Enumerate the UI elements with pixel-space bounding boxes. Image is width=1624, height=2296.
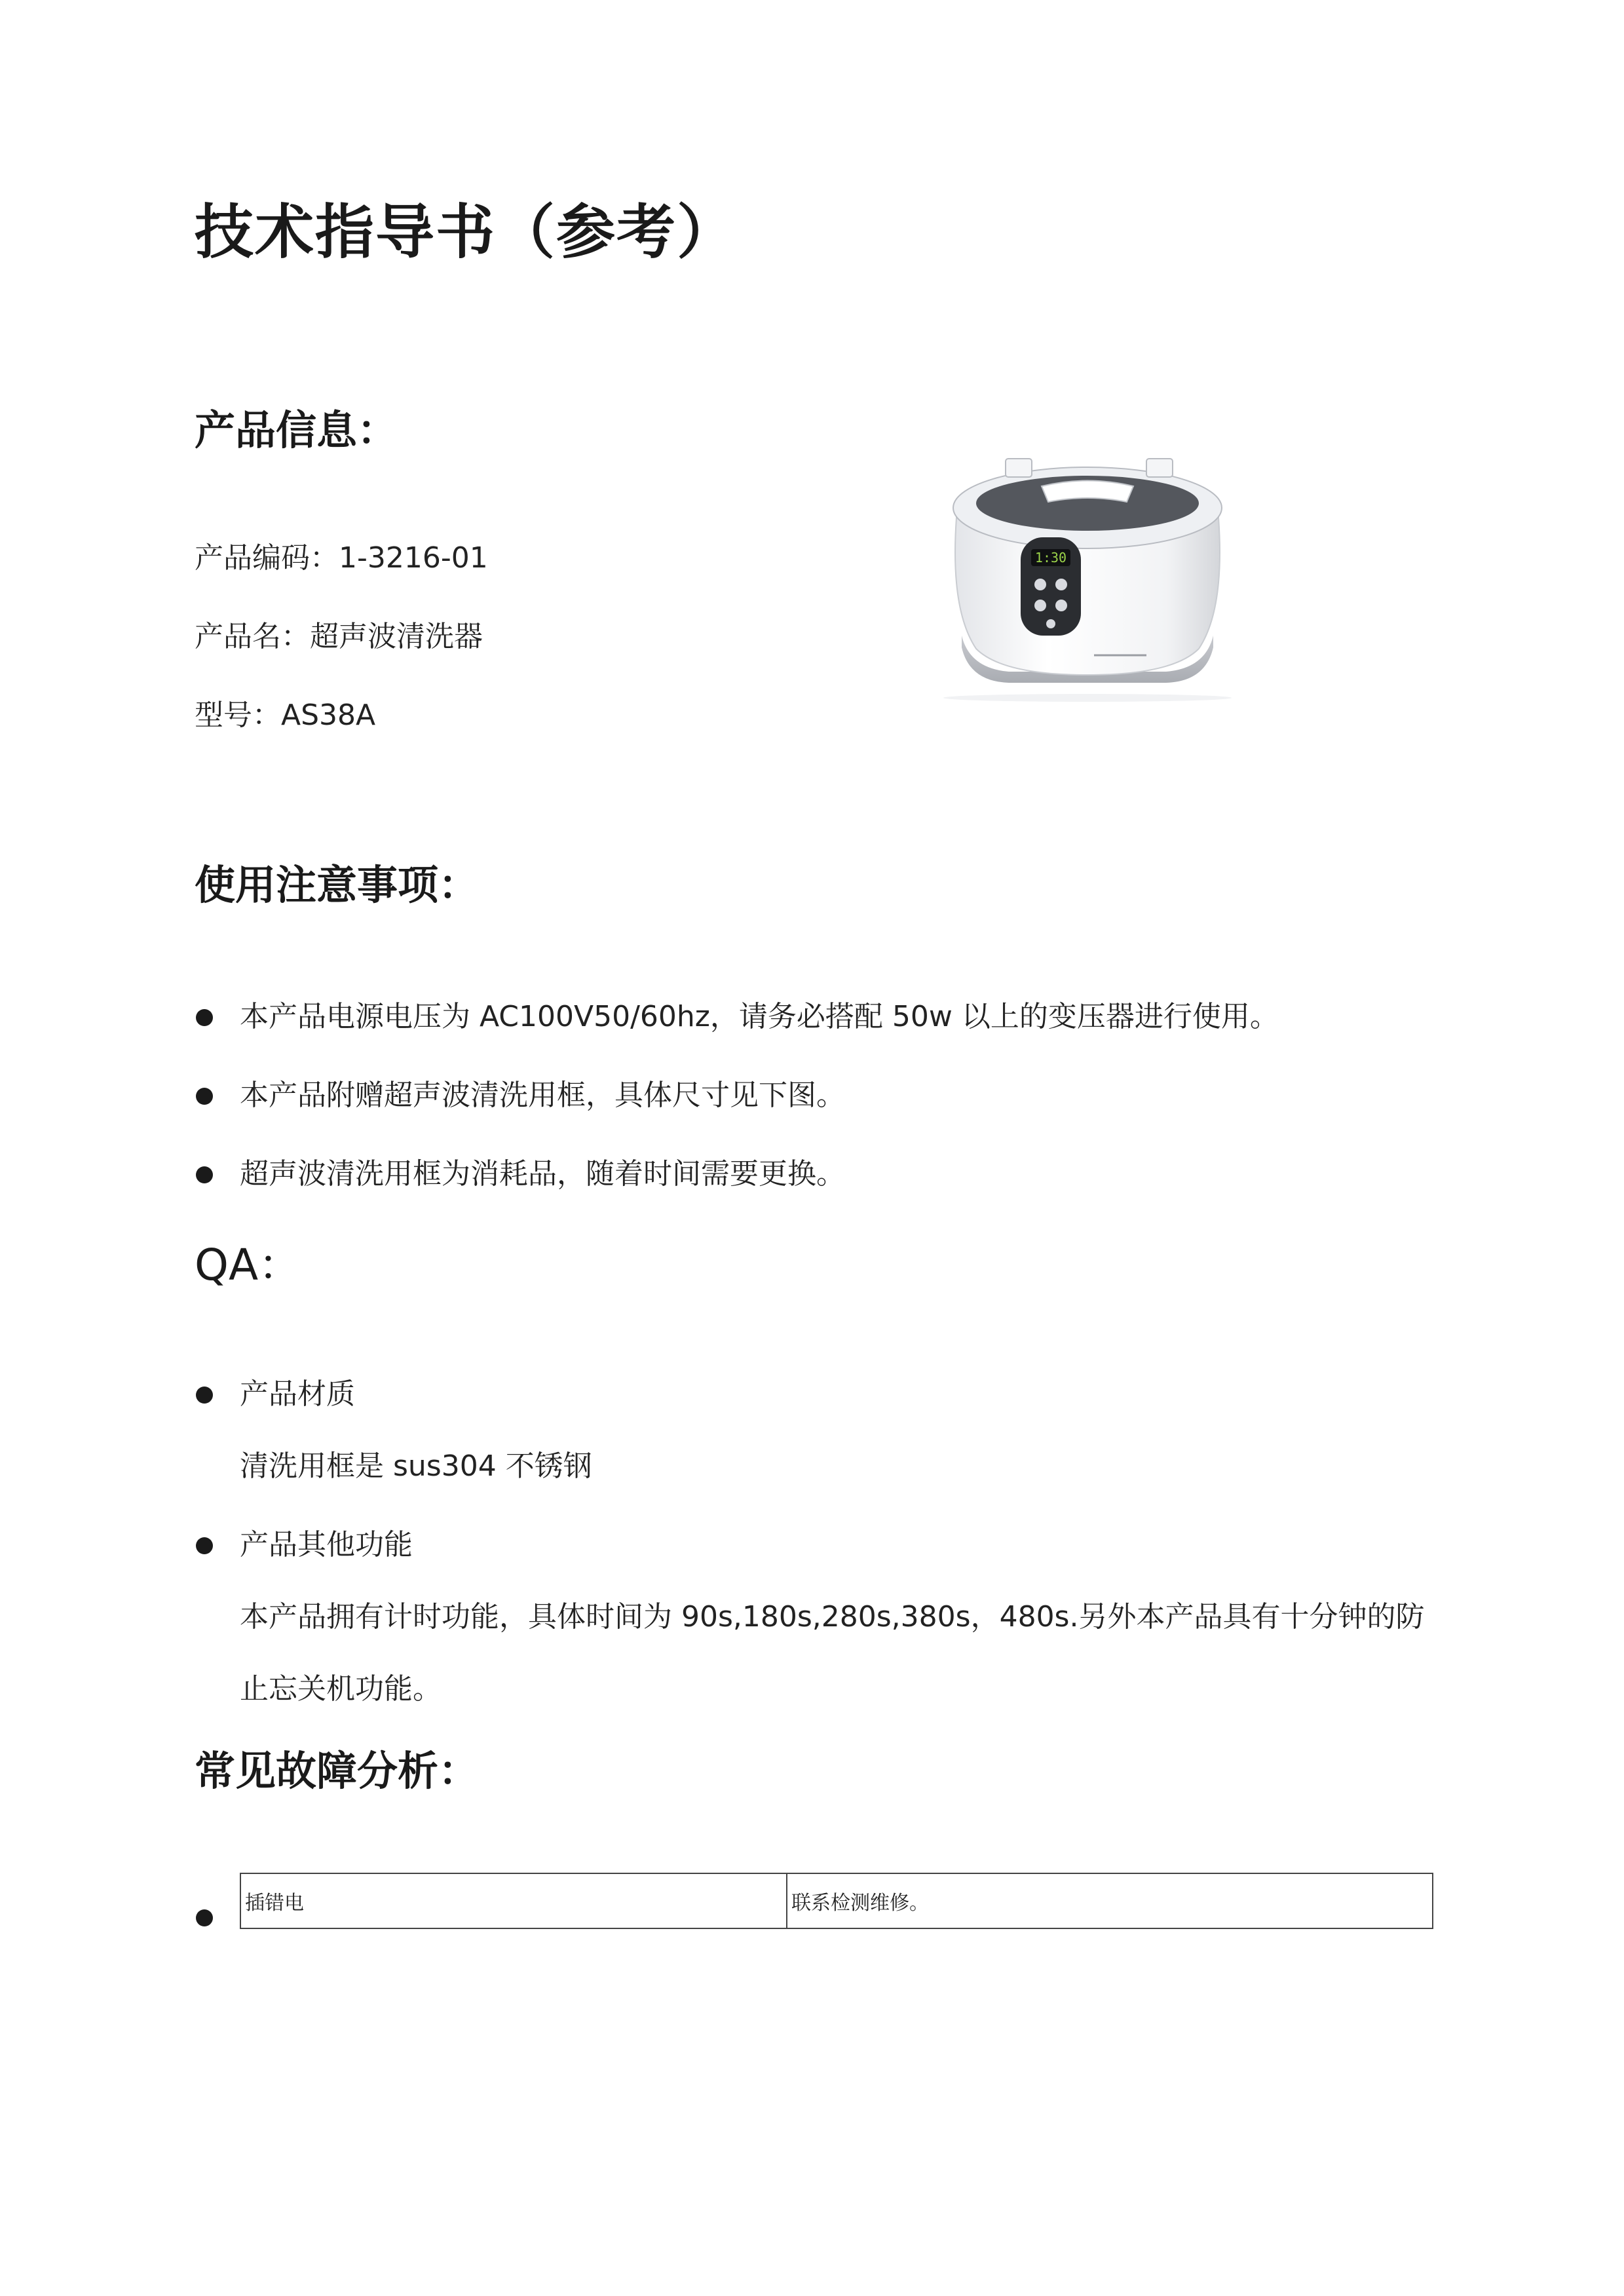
usage-note-item: 本产品附赠超声波清洗用框，具体尺寸见下图。 (240, 1079, 845, 1112)
page-title: 技术指导书（参考） (195, 198, 737, 267)
product-name: 产品名：超声波清洗器 (195, 620, 483, 653)
table-row (240, 1873, 1433, 1928)
fault-table (240, 1873, 1433, 1929)
usage-note-item: 超声波清洗用框为消耗品，随着时间需要更换。 (240, 1157, 845, 1191)
qa-answer: 止忘关机功能。 (240, 1672, 442, 1706)
bullet (196, 1387, 213, 1404)
panel-button-3 (1034, 600, 1046, 611)
usage-notes-heading: 使用注意事项： (195, 861, 480, 909)
panel-button-5 (1046, 619, 1055, 628)
qa-heading: QA： (195, 1240, 302, 1290)
product-image (930, 439, 1245, 714)
bullet (196, 1166, 213, 1183)
panel-button-1 (1034, 579, 1046, 590)
qa-answer: 本产品拥有计时功能，具体时间为 90s,180s,280s,380s，480s.另外本产品具有十分钟的防 (240, 1600, 1425, 1634)
bullet (196, 1909, 213, 1926)
lid-hinge-right (1146, 459, 1173, 477)
shadow (943, 694, 1232, 702)
product-model: 型号：AS38A (195, 698, 376, 732)
faults-heading: 常见故障分析： (195, 1747, 480, 1795)
panel-button-2 (1055, 579, 1067, 590)
bullet (196, 1088, 213, 1105)
usage-note-item: 本产品电源电压为 AC100V50/60hz，请务必搭配 50w 以上的变压器进行使用。 (240, 1000, 1279, 1033)
bullet (196, 1537, 213, 1554)
panel-button-4 (1055, 600, 1067, 611)
product-code: 产品编码：1-3216-01 (195, 541, 488, 575)
fault-solution-cell: 联系检测维修。 (787, 1873, 1433, 1928)
qa-question: 产品材质 (240, 1377, 355, 1411)
fault-problem-cell: 插错电 (240, 1873, 787, 1928)
product-info-heading: 产品信息： (195, 406, 398, 454)
bullet (196, 1009, 213, 1026)
display-readout: 1:30 (1034, 550, 1067, 565)
qa-question: 产品其他功能 (240, 1528, 413, 1561)
qa-answer: 清洗用框是 sus304 不锈钢 (240, 1449, 592, 1483)
lid-hinge-left (1006, 459, 1032, 477)
